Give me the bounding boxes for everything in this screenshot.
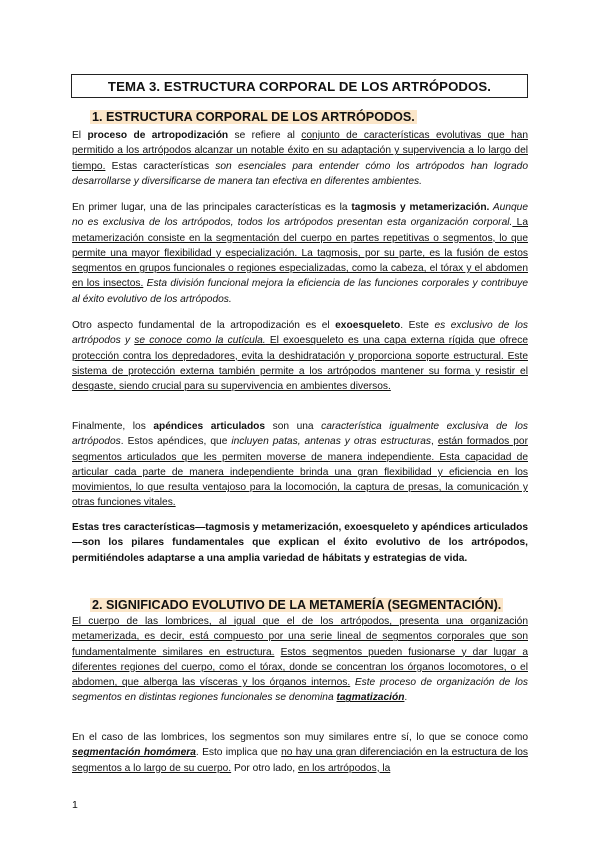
italic-text: Aunque no es exclusiva de los artrópodos, todos los artrópodos presentan esta organización corporal. bbox=[72, 202, 529, 229]
text-run: se refiere al bbox=[228, 130, 302, 141]
section-heading-2 bbox=[90, 598, 503, 612]
document-title bbox=[71, 74, 528, 98]
italic-text: característica igualmente exclusiva de los artrópodos bbox=[72, 421, 528, 448]
underlined-text: El exoesqueleto es una capa externa rígida que ofrece protección contra los depredadores, evita la deshidratación y proporciona soporte estructural. Este sistema de protección externa también permite a los artrópodos mantener su forma y resistir el desgaste, siendo crucial para su supervivencia en ambientes diversos. bbox=[72, 335, 528, 393]
italic-text: son esenciales para entender cómo los artrópodos han logrado desarrollarse y diversificarse de manera tan efectiva en diferentes ambientes. bbox=[72, 160, 528, 187]
text-run: . Estos apéndices, que bbox=[120, 436, 232, 448]
underlined-text: no hay una gran diferenciación en la estructura de los segmentos a lo largo de su cuerpo. bbox=[72, 747, 528, 774]
text-run: son una bbox=[265, 421, 322, 432]
text-run: . Esto implica que bbox=[195, 747, 282, 759]
underlined-text: están formados por segmentos articulados que les permiten moverse de manera independiente. Esta capacidad de articular cada parte de manera independiente brinda una gran flexibilidad y eficiencia en los movimientos, lo que resulta ventajoso para la locomoción, la captura de presas, la comunicación y otras funciones vitales. bbox=[72, 436, 528, 509]
section-heading-1-text: 1. ESTRUCTURA CORPORAL DE LOS ARTRÓPODOS. bbox=[92, 110, 415, 124]
italic-text: Esta división funcional mejora la eficiencia de las funciones corporales y contribuye al éxito evolutivo de los artrópodos. bbox=[72, 278, 528, 305]
document-title-text: TEMA 3. ESTRUCTURA CORPORAL DE LOS ARTRÓPODOS. bbox=[107, 78, 492, 94]
paragraph-lombrices bbox=[72, 730, 528, 776]
text-run: , bbox=[430, 436, 438, 448]
text-run: En el caso de las lombrices, los segmentos son muy similares entre sí, lo que se conoce como bbox=[72, 732, 528, 743]
bold-term: apéndices articulados bbox=[153, 421, 266, 432]
paragraph-tagmosis bbox=[72, 200, 528, 307]
bold-term: tagmosis y metamerización. bbox=[351, 202, 490, 213]
page-number: 1 bbox=[72, 799, 78, 811]
text-run: Finalmente, los bbox=[72, 421, 154, 432]
text-run: . bbox=[404, 692, 408, 704]
italic-underlined-text: se conoce como la cutícula. bbox=[134, 335, 266, 347]
text-run: Por otro lado, bbox=[231, 762, 298, 774]
underlined-text: en los artrópodos, la bbox=[297, 762, 391, 774]
section-heading-1 bbox=[90, 110, 417, 124]
underlined-text: Estos segmentos pueden fusionarse y dar lugar a diferentes regiones del cuerpo, como el tórax, donde se concentran los órganos locomotores, o el abdomen, que alberga las vísceras y los órganos internos. bbox=[72, 646, 528, 689]
underlined-text: El cuerpo de las lombrices, al igual que el de los artrópodos, presenta una organización metamerizada, es decir, está compuesto por una serie lineal de segmentos corporales que son fundamentalmente similares en estructura. bbox=[72, 616, 528, 658]
paragraph-artropodizacion bbox=[72, 128, 528, 189]
bold-term: proceso de artropodización bbox=[87, 130, 229, 141]
paragraph-apendices bbox=[72, 419, 528, 511]
paragraph-summary: Estas tres características—tagmosis y metamerización, exoesqueleto y apéndices articulados—son los pilares fundamentales que explican el éxito evolutivo de los artrópodos, permitiéndoles adaptarse a una amplia variedad de hábitats y estrategias de vida. bbox=[72, 522, 528, 564]
paragraph-exoesqueleto bbox=[72, 318, 528, 394]
text-run: El bbox=[72, 130, 88, 141]
text-run: Otro aspecto fundamental de la artropodización es el bbox=[72, 320, 336, 331]
bold-italic-term: tagmatización bbox=[336, 692, 405, 704]
paragraph-metameria bbox=[72, 614, 528, 706]
bold-italic-term: segmentación homómera bbox=[72, 747, 196, 759]
text-run: . Este bbox=[400, 320, 435, 331]
bold-term: exoesqueleto bbox=[335, 320, 401, 331]
text-run: En primer lugar, una de las principales características es la bbox=[72, 202, 352, 213]
text-run: Estas características bbox=[105, 160, 216, 172]
underlined-text: conjunto de características evolutivas que han permitido a los artrópodos alcanzar un notable éxito en su adaptación y supervivencia a lo largo del tiempo. bbox=[72, 130, 529, 172]
italic-text: es exclusivo de los artrópodos y bbox=[72, 320, 528, 347]
section-heading-2-text: 2. SIGNIFICADO EVOLUTIVO DE LA METAMERÍA (SEGMENTACIÓN). bbox=[92, 598, 502, 612]
italic-text: incluyen patas, antenas y otras estructuras bbox=[231, 436, 431, 448]
underlined-text: La metamerización consiste en la segmentación del cuerpo en partes repetitivas o segmentos, lo que permite una mayor flexibilidad y especialización. La tagmosis, por su parte, es la fusión de estos segmentos en grupos funcionales o regiones especializadas, como la cabeza, el tórax y el abdomen en los insectos. bbox=[72, 217, 528, 290]
italic-text: Este proceso de organización de los segmentos en distintas regiones funcionales se denomina bbox=[72, 677, 528, 704]
